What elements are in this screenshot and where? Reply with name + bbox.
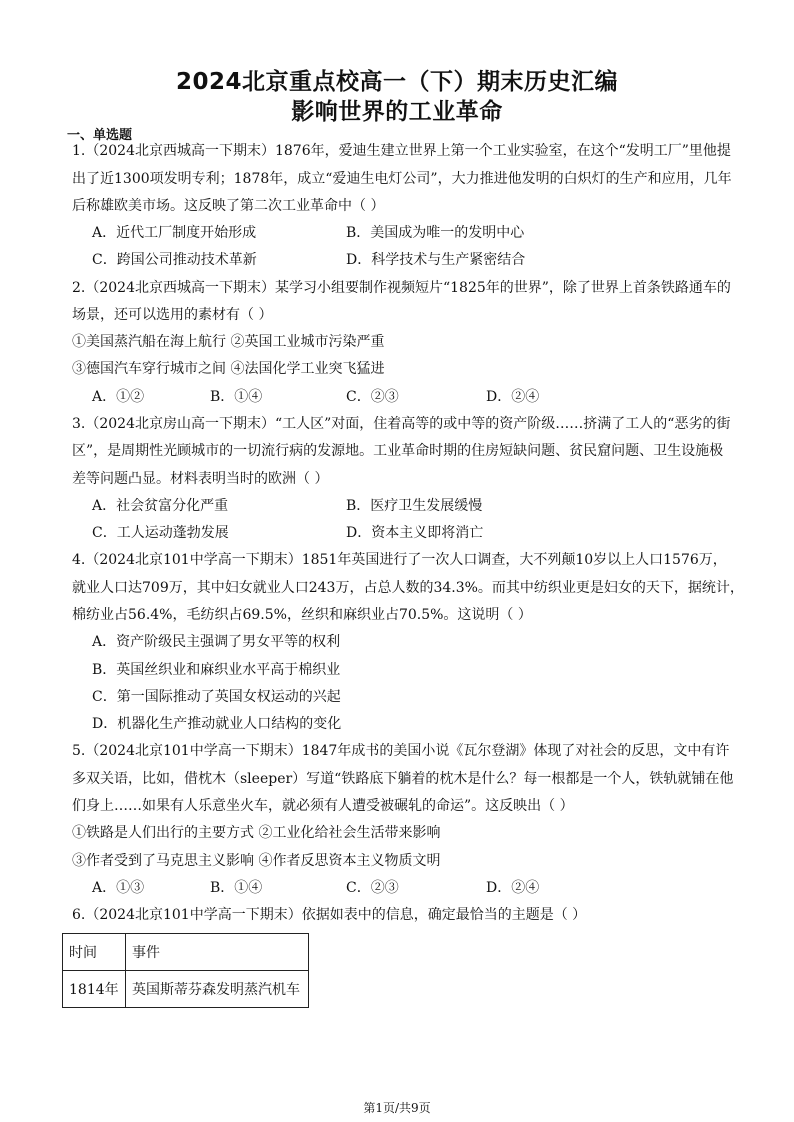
table-header-event: 事件 (126, 934, 309, 971)
q3-option-d: D．资本主义即将消亡 (346, 525, 484, 541)
q5-option-b: B．①④ (210, 880, 263, 896)
q2-stem-line2: 场景，还可以选用的素材有（ ） (72, 307, 273, 323)
table-cell-event: 英国斯蒂芬森发明蒸汽机车 (126, 971, 309, 1008)
q1-option-a: A．近代工厂制度开始形成 (92, 225, 257, 241)
q1-stem-line3: 后称雄欧美市场。这反映了第二次工业革命中（ ） (72, 198, 385, 214)
q5-option-d: D．②④ (486, 880, 540, 896)
page-footer: 第1页/共9页 (363, 1101, 431, 1115)
q4-option-c: C．第一国际推动了英国女权运动的兴起 (92, 689, 341, 705)
q3-stem-line3: 差等问题凸显。材料表明当时的欧洲（ ） (72, 471, 329, 487)
table-cell-time: 1814年 (63, 971, 126, 1008)
q5-stem-line1: 5.（2024北京101中学高一下期末）1847年成书的美国小说《瓦尔登湖》体现了对社会的反思，文中有许 (72, 743, 730, 759)
q5-statements-2: ③作者受到了马克思主义影响 ④作者反思资本主义物质文明 (72, 853, 441, 869)
q4-stem-line2: 就业人口达709万，其中妇女就业人口243万，占总人数的34.3%。而其中纺织业更是妇女的天下，据统计， (72, 580, 744, 596)
q5-option-a: A．①③ (92, 880, 145, 896)
q1-stem-line2: 出了近1300项发明专利；1878年，成立“爱迪生电灯公司”，大力推进他发明的白炽灯的生产和应用，几年 (72, 171, 732, 187)
table-row (63, 934, 309, 971)
page-subtitle: 影响世界的工业革命 (291, 99, 503, 125)
q4-option-a: A．资产阶级民主强调了男女平等的权利 (92, 634, 341, 650)
q2-option-a: A．①② (92, 389, 145, 405)
q2-option-b: B．①④ (210, 389, 263, 405)
q2-option-c: C．②③ (346, 389, 399, 405)
q1-option-b: B．美国成为唯一的发明中心 (346, 225, 525, 241)
q3-option-c: C．工人运动蓬勃发展 (92, 525, 229, 541)
q4-option-b: B．英国丝织业和麻织业水平高于棉织业 (92, 662, 341, 678)
q2-statements-2: ③德国汽车穿行城市之间 ④法国化学工业突飞猛进 (72, 361, 385, 377)
q1-option-c: C．跨国公司推动技术革新 (92, 252, 257, 268)
q3-option-a: A．社会贫富分化严重 (92, 498, 229, 514)
q2-stem-line1: 2.（2024北京西城高一下期末）某学习小组要制作视频短片“1825年的世界”，除了世界上首条铁路通车的 (72, 280, 731, 296)
q5-statements-1: ①铁路是人们出行的主要方式 ②工业化给社会生活带来影响 (72, 825, 441, 841)
section-heading: 一、单选题 (67, 128, 133, 143)
q3-stem-line1: 3.（2024北京房山高一下期末）“工人区”对面，住着高等的或中等的资产阶级……挤满了工人的“恶劣的街 (72, 416, 731, 432)
q4-stem-line1: 4.（2024北京101中学高一下期末）1851年英国进行了一次人口调查，大不列颠10岁以上人口1576万， (72, 552, 727, 568)
page-title: 2024北京重点校高一（下）期末历史汇编 (175, 69, 618, 95)
q5-stem-line2: 多双关语，比如，借枕木（sleeper）写道“铁路底下躺着的枕木是什么？每一根都是一个人，铁轨就铺在他 (72, 771, 734, 787)
table-row (63, 971, 309, 1008)
q4-stem-line3: 棉纺业占56.4%，毛纺织占69.5%，丝织和麻织业占70.5%。这说明（ ） (72, 607, 532, 623)
q4-option-d: D．机器化生产推动就业人口结构的变化 (92, 716, 342, 732)
q2-statements-1: ①美国蒸汽船在海上航行 ②英国工业城市污染严重 (72, 334, 385, 350)
q6-stem-line1: 6.（2024北京101中学高一下期末）依据如表中的信息，确定最恰当的主题是（ ） (72, 907, 587, 923)
q5-option-c: C．②③ (346, 880, 399, 896)
table-header-time: 时间 (63, 934, 126, 971)
q3-stem-line2: 区”，是周期性光顾城市的一切流行病的发源地。工业革命时期的住房短缺问题、贫民窟问题、卫生设施极 (72, 443, 724, 459)
q1-stem-line1: 1.（2024北京西城高一下期末）1876年，爱迪生建立世界上第一个工业实验室，在这个“发明工厂”里他提 (72, 143, 731, 159)
q6-table (62, 933, 309, 1008)
q1-option-d: D．科学技术与生产紧密结合 (346, 252, 526, 268)
q2-option-d: D．②④ (486, 389, 540, 405)
q5-stem-line3: 们身上……如果有人乐意坐火车，就必须有人遭受被碾轧的命运”。这反映出（ ） (72, 798, 574, 814)
q3-option-b: B．医疗卫生发展缓慢 (346, 498, 483, 514)
